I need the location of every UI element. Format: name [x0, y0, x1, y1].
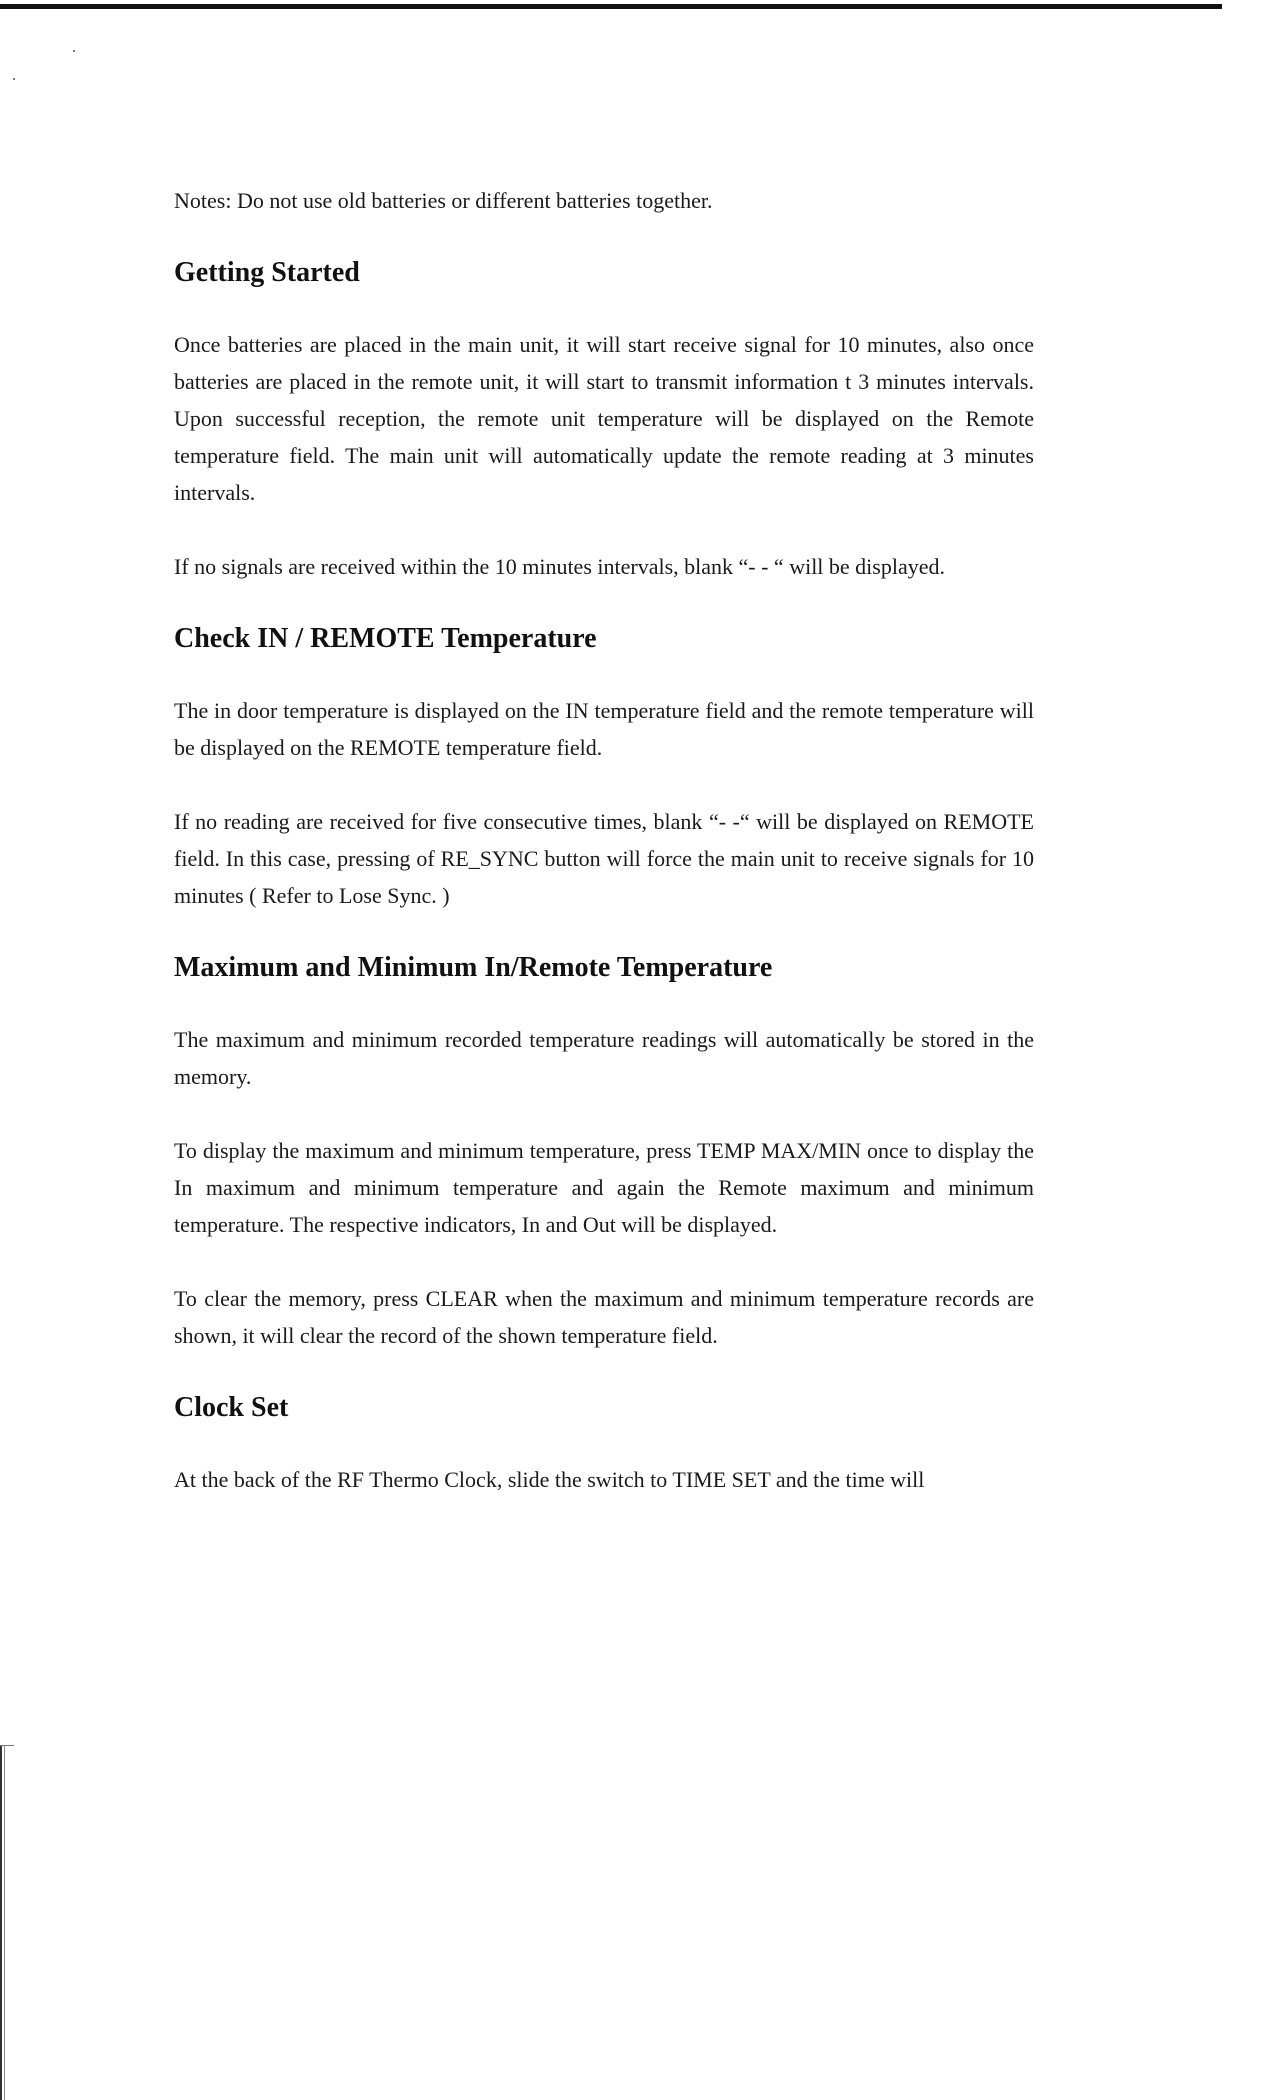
check-temperature-paragraph-2: If no reading are received for five consecutive times, blank “- -“ will be displayed on REMOTE field. In this case, pressing of RE_SYNC button will force the main unit to receive signals for 10 minutes ( Refer to Lose Sync. ) — [174, 809, 1034, 908]
clock-set-paragraph-1: At the back of the RF Thermo Clock, slide the switch to TIME SET and the time will — [174, 1467, 925, 1492]
heading-check-in-remote-temperature: Check IN / REMOTE Temperature — [174, 623, 597, 654]
scan-speck — [13, 78, 15, 80]
max-min-paragraph-1: The maximum and minimum recorded temperature readings will automatically be stored in the memory. — [174, 1027, 1034, 1089]
max-min-paragraph-3: To clear the memory, press CLEAR when the maximum and minimum temperature records are shown, it will clear the record of the shown temperature field. — [174, 1286, 1034, 1348]
notes-text: Notes: Do not use old batteries or different batteries together. — [174, 188, 713, 213]
heading-clock-set: Clock Set — [174, 1392, 289, 1423]
document-body — [174, 182, 1034, 1498]
check-temperature-paragraph-1: The in door temperature is displayed on the IN temperature field and the remote temperature will be displayed on the REMOTE temperature field. — [174, 698, 1034, 760]
scan-edge-tick — [0, 1745, 14, 1746]
heading-max-min-temperature: Maximum and Minimum In/Remote Temperature — [174, 952, 773, 983]
heading-getting-started: Getting Started — [174, 257, 360, 288]
scan-speck — [73, 50, 75, 52]
scan-left-edge — [0, 1745, 5, 2100]
getting-started-paragraph-2: If no signals are received within the 10 minutes intervals, blank “- - “ will be displayed. — [174, 554, 945, 579]
scan-top-border — [0, 4, 1222, 9]
max-min-paragraph-2: To display the maximum and minimum temperature, press TEMP MAX/MIN once to display the In maximum and minimum temperature and again the Remote maximum and minimum temperature. The respective indicators, In and Out will be displayed. — [174, 1138, 1034, 1237]
getting-started-paragraph-1: Once batteries are placed in the main unit, it will start receive signal for 10 minutes, also once batteries are placed in the remote unit, it will start to transmit information t 3 minutes intervals. Upon successful reception, the remote unit temperature will be displayed on the Remote temperature field. The main unit will automatically update the remote reading at 3 minutes intervals. — [174, 332, 1034, 505]
